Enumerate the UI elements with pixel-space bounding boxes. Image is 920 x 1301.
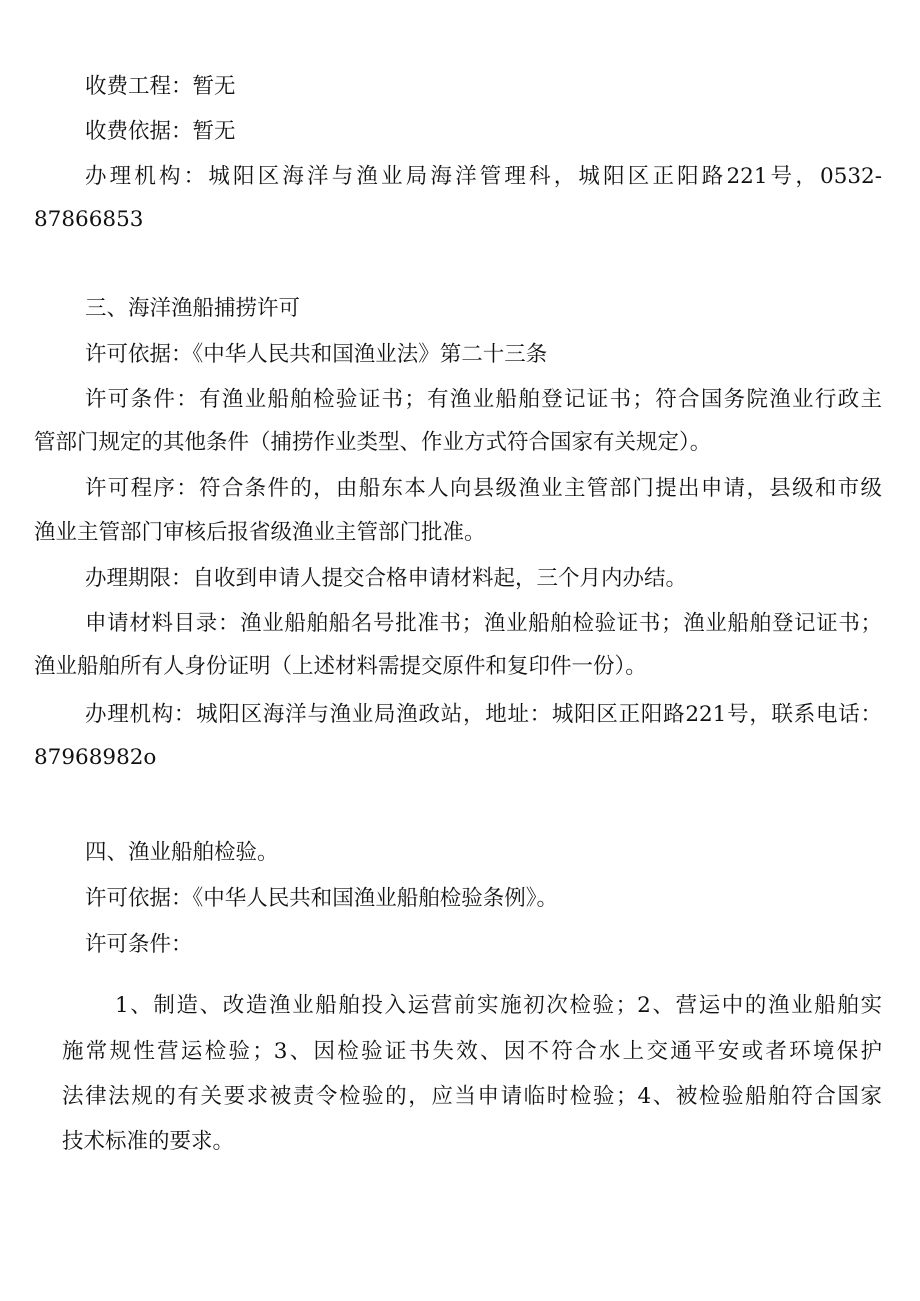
fee-basis-line: 收费依据：暂无 [85,119,236,144]
fee-items-line: 收费工程：暂无 [85,74,236,99]
materials-cont: 渔业船舶所有人身份证明（上述材料需提交原件和复印件一份）。 [34,654,647,679]
permit-procedure-line: 许可程序：符合条件的，由船东本人向县级渔业主管部门提出申请，县级和市级 [85,476,882,501]
permit-conditions-cont: 管部门规定的其他条件（捕捞作业类型、作业方式符合国家有关规定）。 [34,430,712,455]
inspection-conditions-line-1: 1、制造、改造渔业船舶投入运营前实施初次检验；2、营运中的渔业船舶实 [115,993,882,1018]
inspection-conditions-line-4: 技术标准的要求。 [62,1129,235,1154]
section-3-heading: 三、海洋渔船捕捞许可 [85,296,301,321]
permit-conditions-line: 许可条件：有渔业船舶检验证书；有渔业船舶登记证书；符合国务院渔业行政主 [85,387,882,412]
fishery-office-line: 办理机构：城阳区海洋与渔业局渔政站，地址：城阳区正阳路221号，联系电话： [85,702,882,727]
permit-basis-line: 许可依据：《中华人民共和国渔业法》第二十三条 [85,342,548,367]
inspection-conditions-line-2: 施常规性营运检验；3、因检验证书失效、因不符合水上交通平安或者环境保护 [62,1039,882,1064]
inspection-conditions-line-3: 法律法规的有关要求被责令检验的，应当申请临时检验；4、被检验船舶符合国家 [62,1084,882,1109]
section-4-heading: 四、渔业船舶检验。 [85,840,279,865]
inspection-conditions-label: 许可条件： [85,932,193,957]
office-line: 办理机构：城阳区海洋与渔业局海洋管理科，城阳区正阳路221号，0532- [85,164,882,189]
permit-procedure-cont: 渔业主管部门审核后报省级渔业主管部门批准。 [34,520,486,545]
fishery-office-phone: 87968982o [34,745,157,770]
office-phone-line: 87866853 [34,207,144,232]
processing-period-line: 办理期限：自收到申请人提交合格申请材料起，三个月内办结。 [85,566,688,591]
inspection-basis-line: 许可依据：《中华人民共和国渔业船舶检验条例》。 [85,886,559,911]
materials-line: 申请材料目录：渔业船舶船名号批准书；渔业船舶检验证书；渔业船舶登记证书； [85,611,882,636]
